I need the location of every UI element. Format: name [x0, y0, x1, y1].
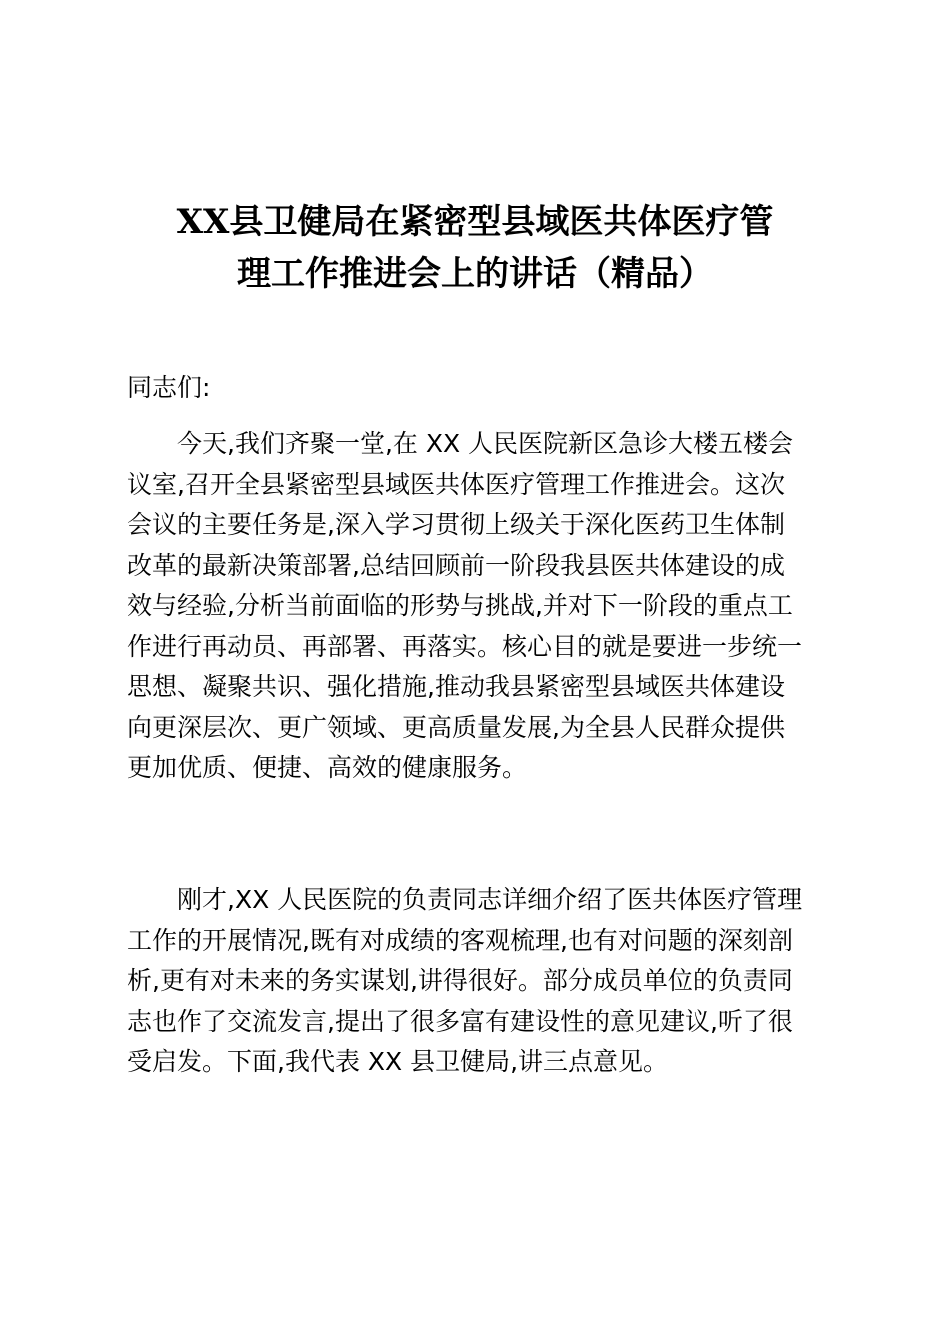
paragraph-2: [127, 880, 822, 1083]
paragraph-line: 志也作了交流发言,提出了很多富有建设性的意见建议,听了很: [127, 1006, 793, 1036]
paragraph-line: 刚才,XX 人民医院的负责同志详细介绍了医共体医疗管理: [177, 885, 803, 914]
paragraph-line: 思想、凝聚共识、强化措施,推动我县紧密型县域医共体建设: [127, 672, 785, 701]
title-line-2: 理工作推进会上的讲话（精品）: [237, 254, 713, 294]
title-line-1: XX县卫健局在紧密型县域医共体医疗管: [176, 202, 774, 242]
paragraph-line: 作进行再动员、再部署、再落实。核心目的就是要进一步统一: [127, 631, 803, 661]
salutation: 同志们:: [127, 373, 211, 402]
paragraph-line: 议室,召开全县紧密型县域医共体医疗管理工作推进会。这次: [127, 469, 785, 499]
paragraph-line: 工作的开展情况,既有对成绩的客观梳理,也有对问题的深刻剖: [127, 925, 793, 955]
paragraph-line: 析,更有对未来的务实谋划,讲得很好。部分成员单位的负责同: [127, 966, 793, 995]
paragraph-line: 今天,我们齐聚一堂,在 XX 人民医院新区急诊大楼五楼会: [177, 429, 794, 458]
paragraph-line: 改革的最新决策部署,总结回顾前一阶段我县医共体建设的成: [127, 550, 785, 580]
paragraph-1: [127, 424, 822, 789]
paragraph-line: 更加优质、便捷、高效的健康服务。: [127, 753, 528, 782]
paragraph-line: 向更深层次、更广领域、更高质量发展,为全县人民群众提供: [127, 712, 785, 742]
document-title: [120, 196, 830, 300]
paragraph-line: 效与经验,分析当前面临的形势与挑战,并对下一阶段的重点工: [127, 591, 793, 620]
paragraph-line: 受启发。下面,我代表 XX 县卫健局,讲三点意见。: [127, 1047, 669, 1076]
paragraph-line: 会议的主要任务是,深入学习贯彻上级关于深化医药卫生体制: [127, 510, 785, 539]
